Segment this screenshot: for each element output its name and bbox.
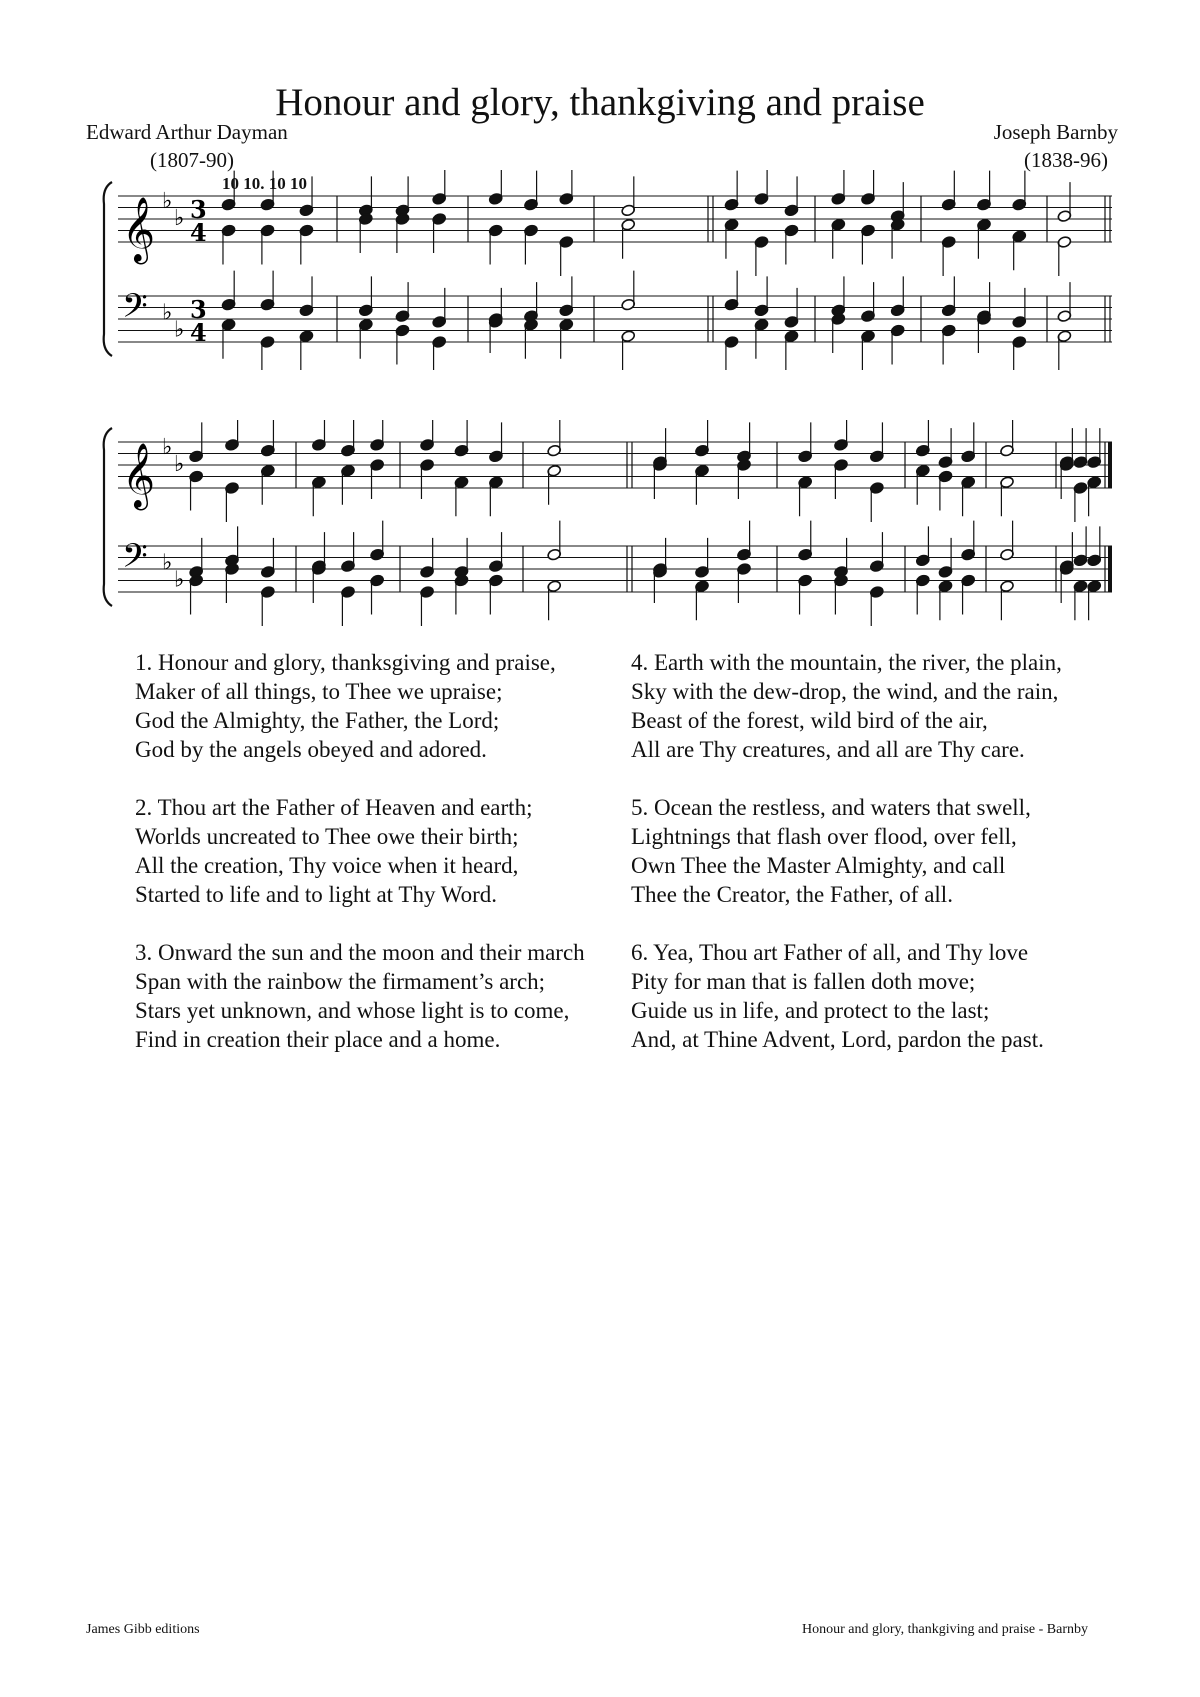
score-system-1 — [0, 170, 1200, 370]
verse-line: Own Thee the Master Almighty, and call — [631, 853, 1006, 878]
time-signature-denominator-icon: 4 — [190, 318, 207, 347]
author-name: Edward Arthur Dayman — [86, 120, 288, 144]
meter-label: 10 10. 10 10 — [222, 174, 307, 193]
verse-line: Find in creation their place and a home. — [135, 1027, 501, 1052]
verse-3 — [135, 938, 585, 1054]
flat-sign-icon: ♭ — [162, 434, 173, 460]
verse-line: 2. Thou art the Father of Heaven and earth; — [135, 795, 533, 820]
flat-sign-icon: ♭ — [174, 567, 185, 593]
verse-4 — [631, 648, 1062, 764]
system-bracket — [104, 182, 112, 356]
verse-line: 3. Onward the sun and the moon and their march — [135, 940, 585, 965]
verse-line: All the creation, Thy voice when it heard, — [135, 853, 519, 878]
flat-sign-icon: ♭ — [162, 188, 173, 214]
verse-line: Stars yet unknown, and whose light is to come, — [135, 998, 570, 1023]
treble-clef-icon: 𝄞 — [122, 443, 156, 508]
flat-sign-icon: ♭ — [174, 452, 185, 477]
verse-line: God by the angels obeyed and adored. — [135, 737, 487, 762]
verse-line: Span with the rainbow the firmament’s arch; — [135, 969, 546, 994]
time-signature-numerator-icon: 3 — [190, 295, 207, 324]
verse-line: 5. Ocean the restless, and waters that swell, — [631, 795, 1031, 820]
bass-clef-icon: 𝄢 — [122, 287, 148, 334]
verse-line: Lightnings that flash over flood, over fell, — [631, 824, 1017, 849]
verse-line: And, at Thine Advent, Lord, pardon the past. — [631, 1027, 1044, 1052]
verses-column-left — [135, 648, 585, 1083]
hymn-title: Honour and glory, thankgiving and praise — [275, 81, 925, 124]
verse-line: Pity for man that is fallen doth move; — [631, 969, 976, 994]
verse-line: All are Thy creatures, and all are Thy care. — [631, 737, 1025, 762]
footer-page-title: Honour and glory, thankgiving and praise - Barnby — [801, 1622, 1088, 1637]
system-bracket — [104, 428, 112, 606]
verse-6 — [631, 938, 1062, 1054]
verse-line: God the Almighty, the Father, the Lord; — [135, 708, 500, 733]
flat-sign-icon: ♭ — [162, 300, 173, 326]
time-signature-numerator-icon: 3 — [190, 195, 207, 224]
verse-line: Worlds uncreated to Thee owe their birth; — [135, 824, 519, 849]
bass-clef-icon: 𝄢 — [122, 537, 148, 584]
verse-line: Sky with the dew-drop, the wind, and the rain, — [631, 679, 1059, 704]
author-dates: (1807-90) — [150, 148, 234, 172]
verse-1 — [135, 648, 585, 764]
verse-line: Thee the Creator, the Father, of all. — [631, 882, 953, 907]
treble-clef-icon: 𝄞 — [122, 197, 156, 262]
verses-column-right — [631, 648, 1062, 1083]
footer-publisher: James Gibb editions — [86, 1622, 200, 1637]
flat-sign-icon: ♭ — [174, 206, 185, 231]
score-system-2 — [0, 420, 1200, 630]
verse-line: Started to life and to light at Thy Word. — [135, 882, 498, 907]
composer-name: Joseph Barnby — [993, 120, 1118, 144]
composer-dates: (1838-96) — [1024, 148, 1108, 172]
verse-line: 6. Yea, Thou art Father of all, and Thy love — [631, 940, 1029, 965]
verse-5 — [631, 793, 1062, 909]
verse-line: Maker of all things, to Thee we upraise; — [135, 679, 503, 704]
verse-line: Guide us in life, and protect to the last; — [631, 998, 990, 1023]
flat-sign-icon: ♭ — [162, 550, 173, 576]
time-signature-denominator-icon: 4 — [190, 218, 207, 247]
verse-2 — [135, 793, 585, 909]
verse-line: 4. Earth with the mountain, the river, the plain, — [631, 650, 1062, 675]
verse-line: Beast of the forest, wild bird of the air, — [631, 708, 988, 733]
flat-sign-icon: ♭ — [174, 317, 185, 343]
verse-line: 1. Honour and glory, thanksgiving and praise, — [135, 650, 556, 675]
